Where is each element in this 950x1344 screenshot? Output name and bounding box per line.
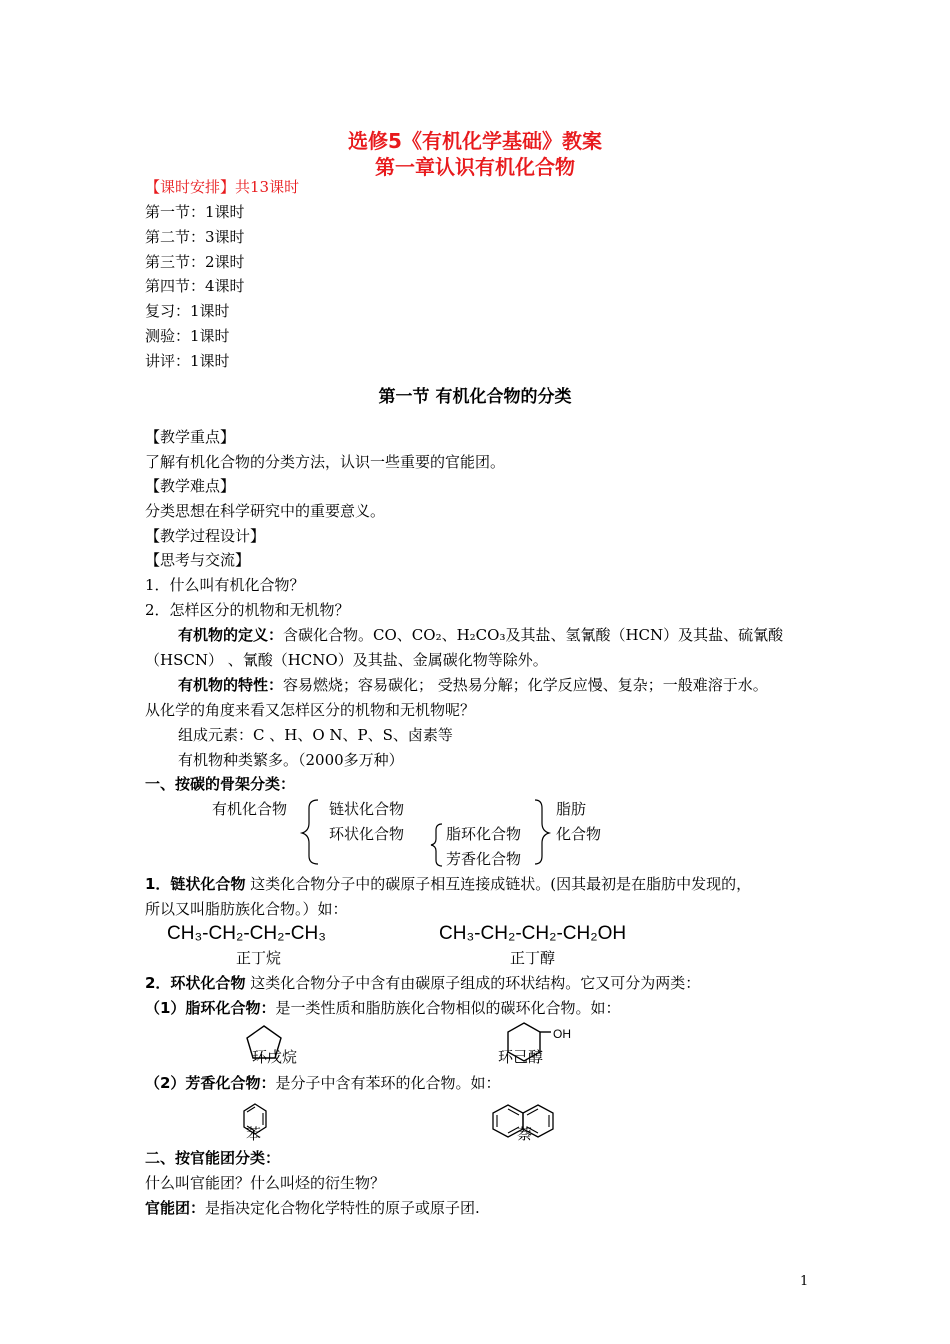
properties-line (178, 675, 768, 695)
tree-aromatic: 芳香化合物 (446, 850, 522, 868)
brace-right-icon (532, 798, 554, 868)
ring-label: 2．环状化合物 (145, 974, 246, 992)
properties-text: 容易燃烧；容易碳化； 受热易分解；化学反应慢、复杂；一般难溶于水。 (283, 676, 768, 694)
brace-ring-icon (428, 822, 448, 868)
difficulty-text: 分类思想在科学研究中的重要意义。 (145, 502, 386, 520)
definition-text-2: （HSCN） 、氰酸（HCNO）及其盐、金属碳化物等除外。 (145, 651, 548, 669)
chain-line (145, 874, 751, 894)
aromatic-line (145, 1073, 500, 1093)
page-number: 1 (800, 1274, 809, 1289)
aromatic-text: 是分子中含有苯环的化合物。如： (275, 1074, 501, 1092)
schedule-item: 第二节：3课时 (145, 228, 245, 246)
schedule-item: 讲评：1课时 (145, 352, 230, 370)
variety-line: 有机物种类繁多。（2000多万种） (178, 751, 404, 769)
process-label: 【教学过程设计】 (145, 527, 266, 545)
question-2: 2．怎样区分的机物和无机物？ (145, 601, 350, 619)
butane-formula: CH₃-CH₂-CH₂-CH₃ (167, 923, 326, 944)
schedule-item: 第三节：2课时 (145, 253, 245, 271)
brace-left-icon (300, 798, 330, 868)
definition-label: 有机物的定义： (178, 626, 284, 644)
difficulty-label: 【教学难点】 (145, 477, 236, 495)
functional-group-text: 是指决定化合物化学特性的原子或原子团. (205, 1199, 480, 1217)
schedule-heading: 【课时安排】共13课时 (145, 178, 300, 196)
elements-line: 组成元素：C 、H、O N、P、S、卤素等 (178, 726, 453, 744)
ring-text: 这类化合物分子中含有由碳原子组成的环状结构。它又可分为两类： (245, 974, 701, 992)
schedule-item: 第一节：1课时 (145, 203, 245, 221)
chain-text: 这类化合物分子中的碳原子相互连接成链状。(因其最初是在脂肪中发现的， (245, 875, 752, 893)
functional-group-label: 官能团： (145, 1199, 206, 1217)
focus-text: 了解有机化合物的分类方法，认识一些重要的官能团。 (145, 453, 506, 471)
functional-groups-question: 什么叫官能团？什么叫烃的衍生物？ (145, 1174, 386, 1192)
cyclopentane-name: 环戊烷 (252, 1048, 298, 1066)
tree-right-top: 脂肪 (556, 800, 587, 818)
discuss-label: 【思考与交流】 (145, 551, 251, 569)
alicyclic-label: （1）脂环化合物： (145, 999, 276, 1017)
butanol-name: 正丁醇 (510, 949, 556, 967)
title-line-1: 选修5《有机化学基础》教案 (348, 129, 602, 153)
chain-label: 1．链状化合物 (145, 875, 246, 893)
alicyclic-line (145, 998, 620, 1018)
ring-line (145, 973, 700, 993)
oh-group-label: OH (553, 1027, 571, 1041)
tree-alicyclic: 脂环化合物 (446, 825, 522, 843)
schedule-item: 复习：1课时 (145, 302, 230, 320)
definition-line (178, 625, 783, 645)
definition-text: 含碳化合物。CO、CO₂、H₂CO₃及其盐、氢氰酸（HCN）及其盐、硫氰酸 (283, 626, 784, 644)
schedule-item: 测验：1课时 (145, 327, 230, 345)
cyclohexanol-name: 环己醇 (498, 1048, 544, 1066)
chem-angle-question: 从化学的角度来看又怎样区分的机物和无机物呢？ (145, 701, 476, 719)
alicyclic-text: 是一类性质和脂肪族化合物相似的碳环化合物。如： (275, 999, 621, 1017)
chain-text-2: 所以又叫脂肪族化合物。）如： (145, 900, 348, 918)
tree-root: 有机化合物 (212, 800, 288, 818)
benzene-name: 苯 (246, 1125, 262, 1143)
tree-chain: 链状化合物 (329, 800, 405, 818)
aromatic-label: （2）芳香化合物： (145, 1074, 276, 1092)
properties-label: 有机物的特性： (178, 676, 284, 694)
functional-group-definition (145, 1198, 480, 1218)
section-title: 第一节 有机化合物的分类 (378, 387, 572, 407)
naphthalene-name: 萘 (517, 1125, 533, 1143)
butane-name: 正丁烷 (236, 949, 282, 967)
tree-ring: 环状化合物 (329, 825, 405, 843)
butanol-formula: CH₃-CH₂-CH₂-CH₂OH (439, 923, 627, 944)
focus-label: 【教学重点】 (145, 428, 236, 446)
schedule-item: 第四节：4课时 (145, 277, 245, 295)
carbon-skeleton-heading: 一、按碳的骨架分类： (145, 775, 296, 793)
question-1: 1．什么叫有机化合物？ (145, 576, 305, 594)
functional-groups-heading: 二、按官能团分类： (145, 1149, 281, 1167)
tree-right-bottom: 化合物 (556, 825, 602, 843)
title-line-2: 第一章认识有机化合物 (375, 155, 575, 179)
